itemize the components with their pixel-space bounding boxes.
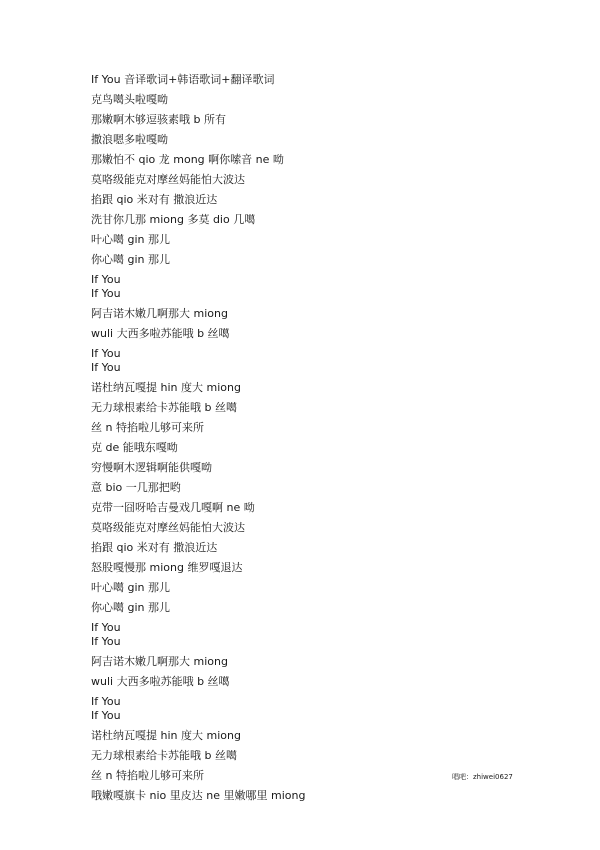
lyric-line: 掐跟 qio 米对有 撒浪近达 bbox=[91, 541, 218, 554]
lyric-line: wuli 大西多啦苏能哦 b 丝噶 bbox=[91, 675, 230, 688]
lyric-line: If You bbox=[91, 287, 121, 300]
lyric-line: If You bbox=[91, 709, 121, 722]
lyric-line: 诺杜纳瓦嘎提 hin 度大 miong bbox=[91, 729, 241, 742]
lyric-line: 克 de 能哦东嘎呦 bbox=[91, 441, 178, 454]
lyric-line: 哦嫩嘎旗卡 nio 里皮达 ne 里嫩哪里 miong bbox=[91, 789, 306, 802]
lyric-line: 丝 n 特掐啦儿够可来所 bbox=[91, 769, 204, 782]
lyric-line: If You 音译歌词+韩语歌词+翻译歌词 bbox=[91, 73, 275, 86]
lyric-line: 莫咯级能克对摩丝妈能怕大波达 bbox=[91, 173, 245, 186]
lyric-line: 克鸟噶头啦嘎呦 bbox=[91, 93, 168, 106]
lyric-line: 无力球根素给卡苏能哦 b 丝噶 bbox=[91, 749, 237, 762]
lyric-line: 那嫩怕不 qio 龙 mong 啊你嗦音 ne 呦 bbox=[91, 153, 284, 166]
lyric-line: 丝 n 特掐啦儿够可来所 bbox=[91, 421, 204, 434]
lyric-line: If You bbox=[91, 695, 121, 708]
lyric-line: 阿吉诺木嫩几啊那大 miong bbox=[91, 655, 228, 668]
lyric-line: 穷慢啊木逻辑啊能供嘎呦 bbox=[91, 461, 212, 474]
lyric-line: 那嫩啊木够逗骇素哦 b 所有 bbox=[91, 113, 226, 126]
lyric-line: 掐跟 qio 米对有 撒浪近达 bbox=[91, 193, 218, 206]
lyrics-block bbox=[91, 73, 561, 803]
lyric-line: If You bbox=[91, 621, 121, 634]
lyric-line: 莫咯级能克对摩丝妈能怕大波达 bbox=[91, 521, 245, 534]
lyric-line: If You bbox=[91, 273, 121, 286]
lyric-line: 你心噶 gin 那儿 bbox=[91, 601, 171, 614]
lyric-line: 叶心噶 gin 那儿 bbox=[91, 581, 171, 594]
lyric-line: 诺杜纳瓦嘎提 hin 度大 miong bbox=[91, 381, 241, 394]
footer-credit: 唱吧：zhiwei0627 bbox=[452, 773, 513, 781]
lyric-line: 撒浪嗯多啦嘎呦 bbox=[91, 133, 168, 146]
lyric-line: If You bbox=[91, 361, 121, 374]
lyric-line: 克带一囧呀哈吉曼戏几嘎啊 ne 呦 bbox=[91, 501, 255, 514]
lyric-line: 阿吉诺木嫩几啊那大 miong bbox=[91, 307, 228, 320]
lyric-line: 叶心噶 gin 那儿 bbox=[91, 233, 171, 246]
lyric-line: If You bbox=[91, 347, 121, 360]
lyric-line: 洗甘你几那 miong 多莫 dio 几噶 bbox=[91, 213, 256, 226]
lyric-line: If You bbox=[91, 635, 121, 648]
lyric-line: 意 bio 一几那把哟 bbox=[91, 481, 181, 494]
lyric-line: 怒股嘎慢那 miong 维罗嘎退达 bbox=[91, 561, 243, 574]
lyric-line: wuli 大西多啦苏能哦 b 丝噶 bbox=[91, 327, 230, 340]
lyric-line: 无力球根素给卡苏能哦 b 丝噶 bbox=[91, 401, 237, 414]
lyric-line: 你心噶 gin 那儿 bbox=[91, 253, 171, 266]
